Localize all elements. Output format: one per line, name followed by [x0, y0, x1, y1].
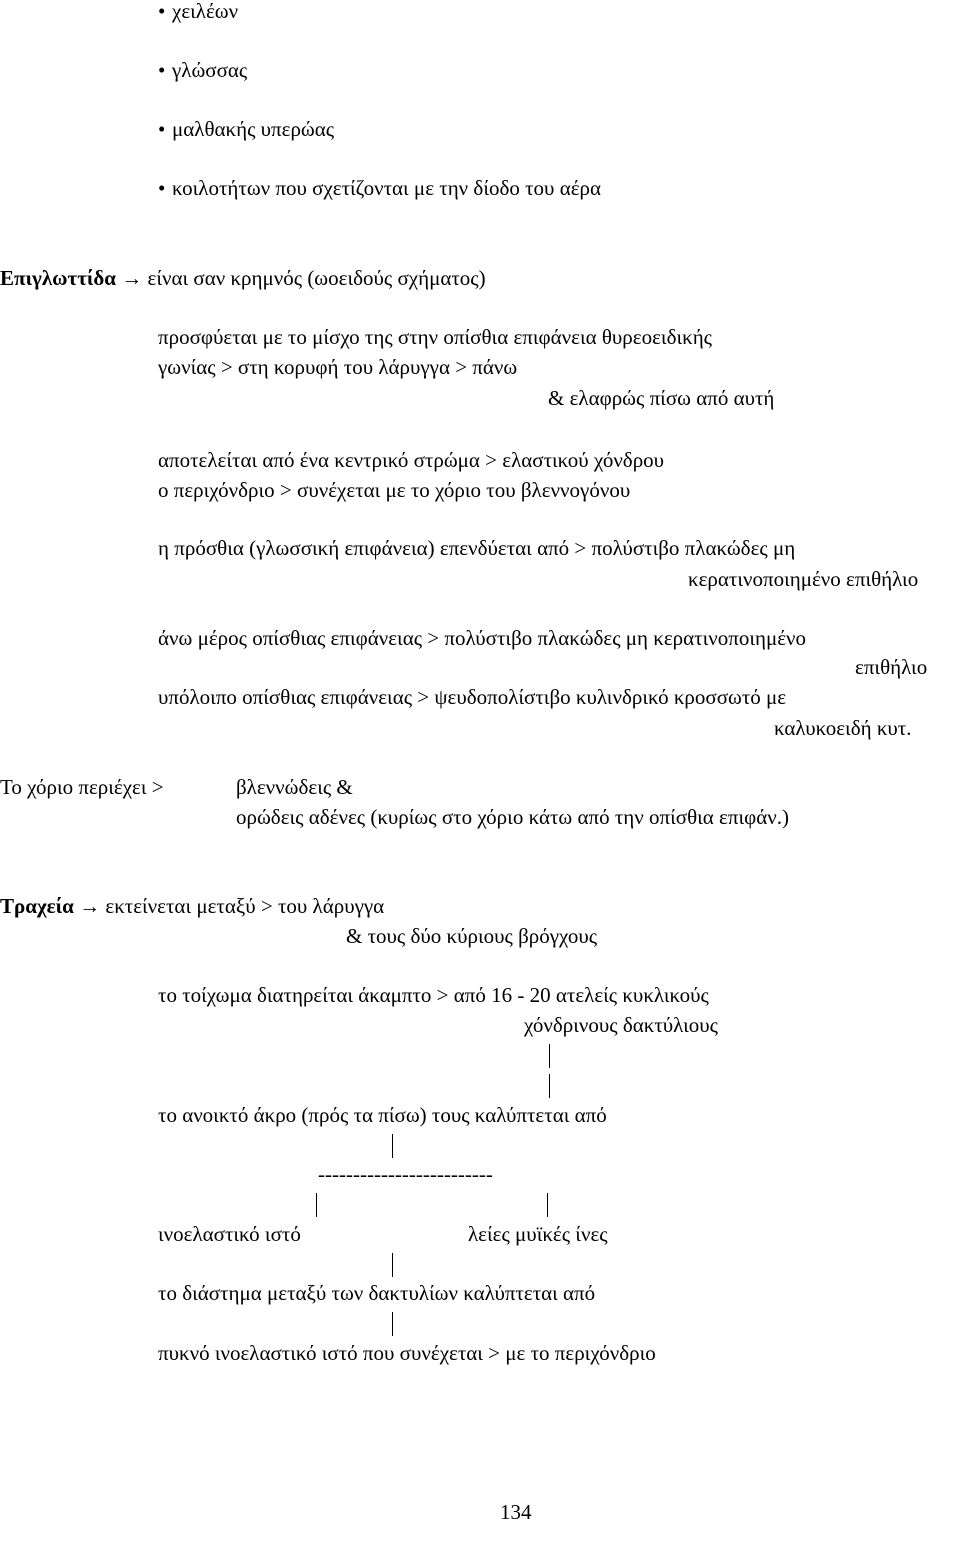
text-line: ο περιχόνδριο > συνέχεται με το χόριο του βλεννογόνου	[158, 478, 631, 502]
text-line: αποτελείται από ένα κεντρικό στρώμα > ελαστικού χόνδρου	[158, 448, 665, 472]
text-line: Το χόριο περιέχει >	[0, 775, 164, 799]
list-item: γλώσσας	[172, 58, 248, 82]
connector-line	[392, 1253, 393, 1277]
text-line: κερατινοποιημένο επιθήλιο	[688, 567, 919, 591]
bullet-icon: •	[158, 117, 166, 141]
arrow-icon: →	[121, 266, 143, 290]
text-line: λείες μυϊκές ίνες	[468, 1222, 608, 1246]
connector-line	[549, 1044, 550, 1068]
list-item: κοιλοτήτων που σχετίζονται με την δίοδο του αέρα	[172, 176, 602, 200]
trachea-term: Τραχεία	[0, 894, 74, 918]
text-line: το τοίχωμα διατηρείται άκαμπτο > από 16 - 20 ατελείς κυκλικούς	[158, 983, 709, 1007]
connector-line	[392, 1312, 393, 1336]
epiglottis-term: Επιγλωττίδα	[0, 266, 117, 290]
text-line: γωνίας > στη κορυφή του λάρυγγα > πάνω	[158, 355, 518, 379]
text-line: & τους δύο κύριους βρόγχους	[346, 924, 598, 948]
text-line: βλεννώδεις &	[236, 775, 353, 799]
page-number: 134	[500, 1500, 532, 1524]
list-item: χειλέων	[172, 0, 239, 23]
epiglottis-definition: είναι σαν κρημνός (ωοειδούς σχήματος)	[147, 266, 486, 290]
bullet-icon: •	[158, 58, 166, 82]
connector-line	[316, 1193, 317, 1217]
connector-line	[547, 1193, 548, 1217]
trachea-definition: εκτείνεται μεταξύ > του λάρυγγα	[105, 894, 385, 918]
text-line: το διάστημα μεταξύ των δακτυλίων καλύπτεται από	[158, 1281, 596, 1305]
text-line: επιθήλιο	[855, 655, 928, 679]
text-line: πυκνό ινοελαστικό ιστό που συνέχεται > με το περιχόνδριο	[158, 1341, 656, 1365]
text-line: καλυκοειδή κυτ.	[774, 716, 912, 740]
trachea-heading	[0, 896, 384, 917]
connector-line	[549, 1074, 550, 1098]
text-line: προσφύεται με το μίσχο της στην οπίσθια επιφάνεια θυρεοειδικής	[158, 325, 712, 349]
text-line: & ελαφρώς πίσω από αυτή	[548, 386, 775, 410]
text-line: ινοελαστικό ιστό	[158, 1222, 301, 1246]
arrow-icon: →	[79, 894, 101, 918]
list-item: μαλθακής υπερώας	[172, 117, 335, 141]
text-line: άνω μέρος οπίσθιας επιφάνειας > πολύστιβο πλακώδες μη κερατινοποιημένο	[158, 626, 807, 650]
epiglottis-heading	[0, 268, 486, 289]
text-line: η πρόσθια (γλωσσική επιφάνεια) επενδύεται από > πολύστιβο πλακώδες μη	[158, 536, 796, 560]
text-line: χόνδρινους δακτύλιους	[524, 1013, 718, 1037]
bullet-icon: •	[158, 176, 166, 200]
text-line: το ανοικτό άκρο (πρός τα πίσω) τους καλύπτεται από	[158, 1103, 607, 1127]
dashed-separator: -------------------------	[318, 1162, 493, 1186]
connector-line	[392, 1134, 393, 1158]
bullet-icon: •	[158, 0, 166, 23]
text-line: ορώδεις αδένες (κυρίως στο χόριο κάτω από την οπίσθια επιφάν.)	[236, 805, 789, 829]
text-line: υπόλοιπο οπίσθιας επιφάνειας > ψευδοπολίστιβο κυλινδρικό κροσσωτό με	[158, 685, 787, 709]
